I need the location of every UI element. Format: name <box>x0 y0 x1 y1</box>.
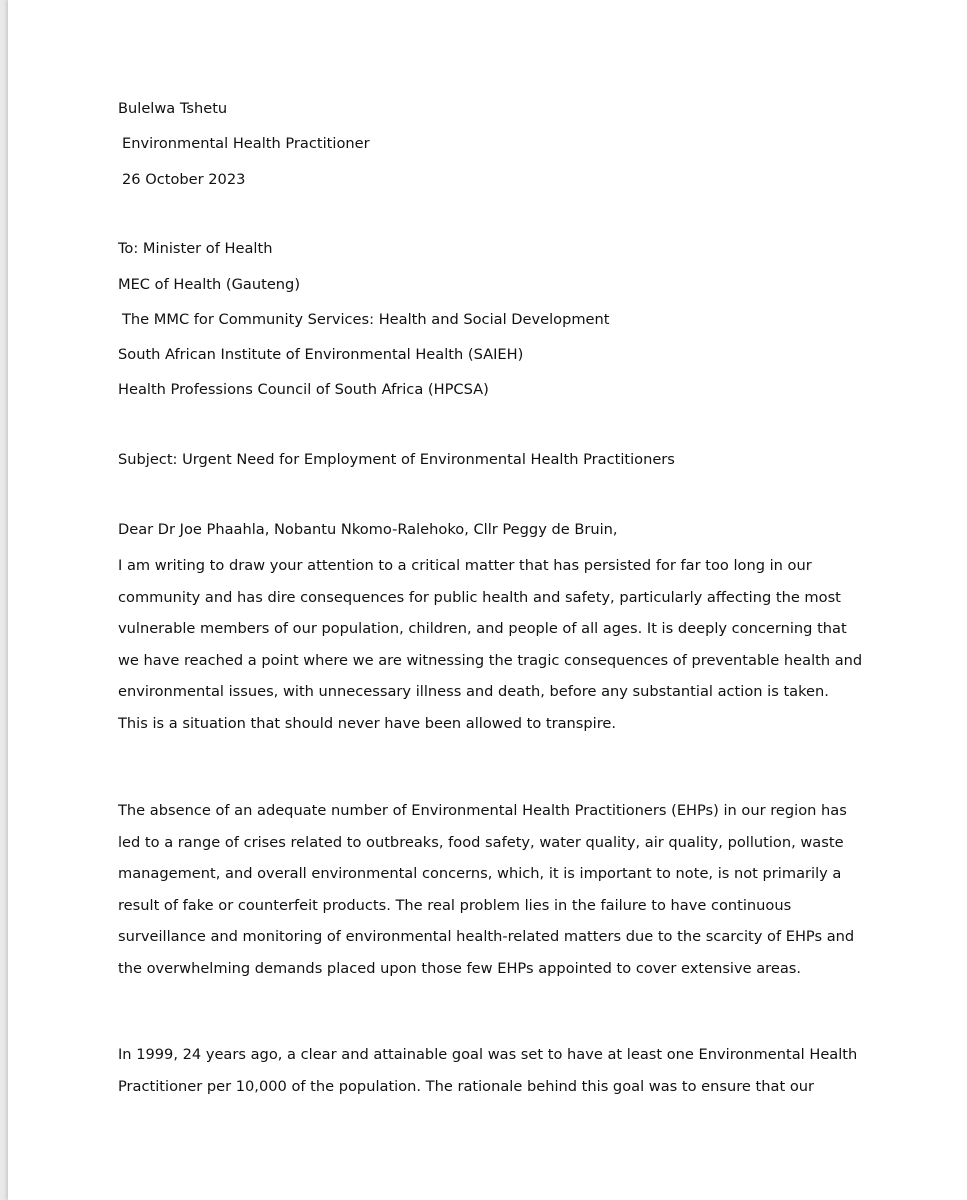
sender-title: Environmental Health Practitioner <box>122 135 370 152</box>
sender-name: Bulelwa Tshetu <box>118 100 228 117</box>
recipient-line: Health Professions Council of South Africa (HPCSA) <box>118 381 489 398</box>
subject-line: Subject: Urgent Need for Employment of Environmental Health Practitioners <box>118 451 675 468</box>
body-paragraph: The absence of an adequate number of Environmental Health Practitioners (EHPs) in our region has led to a range of crises related to outbreaks, food safety, water quality, air quality, pollution, waste management, and overall environmental concerns, which, it is important to note, is not primarily a result of fake or counterfeit products. The real problem lies in the failure to have continuous surveillance and monitoring of environmental health-related matters due to the scarcity of EHPs and the overwhelming demands placed upon those few EHPs appointed to cover extensive areas. <box>118 802 855 977</box>
body-paragraph: I am writing to draw your attention to a critical matter that has persisted for far too long in our community and has dire consequences for public health and safety, particularly affecting the most vulnerable members of our population, children, and people of all ages. It is deeply concerning that we have reached a point where we are witnessing the tragic consequences of preventable health and environmental issues, with unnecessary illness and death, before any substantial action is taken. This is a situation that should never have been allowed to transpire. <box>118 557 863 732</box>
recipient-line: South African Institute of Environmental Health (SAIEH) <box>118 346 524 363</box>
salutation: Dear Dr Joe Phaahla, Nobantu Nkomo-Ralehoko, Cllr Peggy de Bruin, <box>118 521 618 538</box>
letter-page <box>8 0 967 1200</box>
recipient-line: The MMC for Community Services: Health and Social Development <box>122 311 610 328</box>
body-paragraph: In 1999, 24 years ago, a clear and attainable goal was set to have at least one Environmental Health Practitioner per 10,000 of the population. The rationale behind this goal was to ensure that our <box>118 1046 858 1095</box>
recipient-line: To: Minister of Health <box>118 240 273 257</box>
recipient-line: MEC of Health (Gauteng) <box>118 276 301 293</box>
letter-date: 26 October 2023 <box>122 171 246 188</box>
